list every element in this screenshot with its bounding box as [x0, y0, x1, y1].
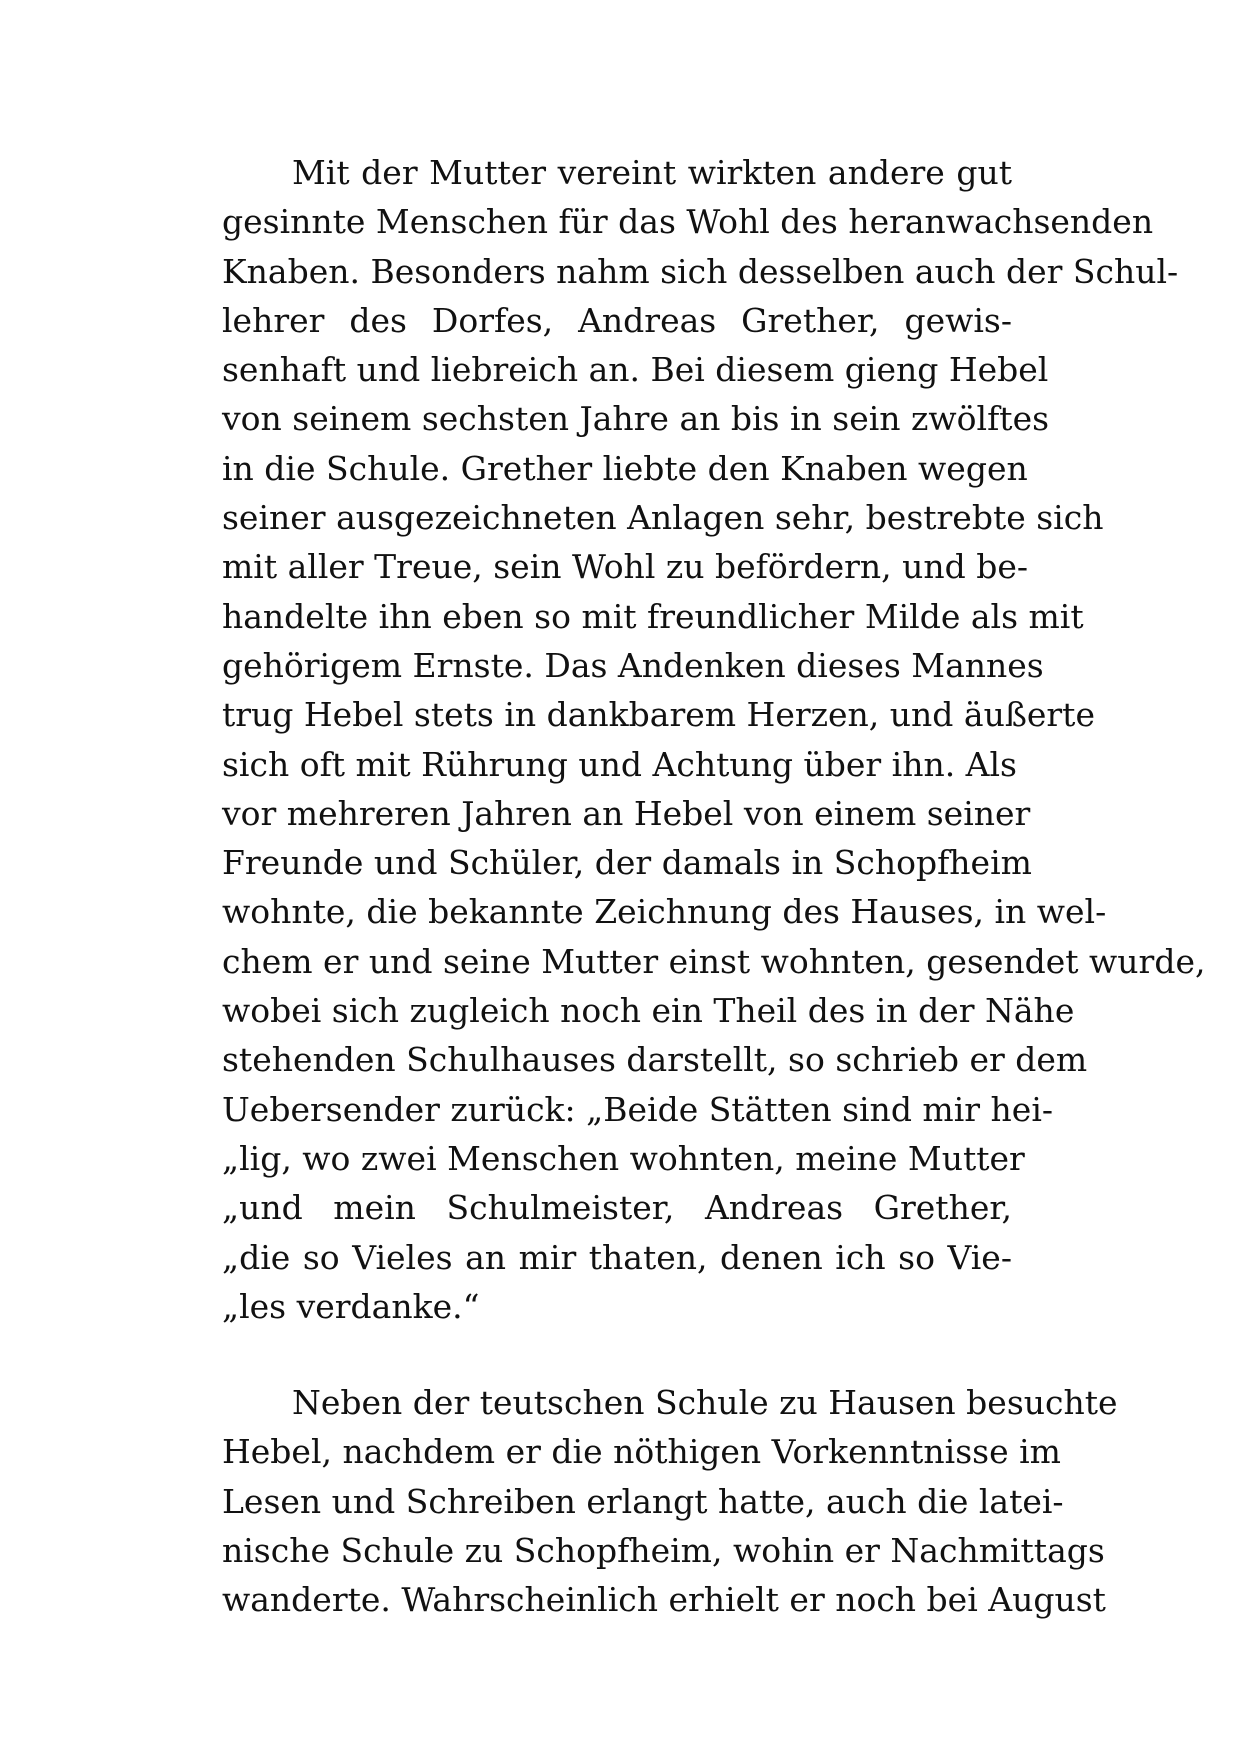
- text-line: Uebersender zurück: „Beide Stätten sind mir hei-: [222, 1089, 1054, 1129]
- text-line: trug Hebel stets in dankbarem Herzen, und äußerte: [222, 695, 1095, 735]
- text-line: gesinnte Menschen für das Wohl des heranwachsenden: [222, 202, 1154, 242]
- text-line: handelte ihn eben so mit freundlicher Milde als mit: [222, 596, 1084, 636]
- text-line: vor mehreren Jahren an Hebel von einem seiner: [222, 793, 1031, 833]
- text-line: „lig, wo zwei Menschen wohnten, meine Mutter: [222, 1138, 1025, 1178]
- paragraph-2: [222, 1378, 1118, 1624]
- text-line: stehenden Schulhauses darstellt, so schrieb er dem: [222, 1040, 1088, 1080]
- text-line: Freunde und Schüler, der damals in Schopfheim: [222, 843, 1032, 883]
- text-line: Lesen und Schreiben erlangt hatte, auch die latei-: [222, 1481, 1064, 1521]
- text-line: wobei sich zugleich noch ein Theil des in der Nähe: [222, 991, 1075, 1031]
- text-line: „die so Vieles an mir thaten, denen ich so Vie-: [222, 1237, 1012, 1277]
- text-line: mit aller Treue, sein Wohl zu befördern, und be-: [222, 547, 1029, 587]
- text-line: gehörigem Ernste. Das Andenken dieses Mannes: [222, 645, 1044, 685]
- text-line: sich oft mit Rührung und Achtung über ihn. Als: [222, 744, 1017, 784]
- text-line: „les verdanke.“: [222, 1286, 480, 1326]
- text-line: wohnte, die bekannte Zeichnung des Hauses, in wel-: [222, 892, 1107, 932]
- text-line: seiner ausgezeichneten Anlagen sehr, bestrebte sich: [222, 498, 1104, 538]
- text-line: Neben der teutschen Schule zu Hausen besuchte: [292, 1383, 1118, 1422]
- text-line: Knaben. Besonders nahm sich desselben auch der Schul-: [222, 251, 1179, 291]
- paragraph-1: [222, 148, 1206, 1331]
- text-line: senhaft und liebreich an. Bei diesem gieng Hebel: [222, 350, 1049, 390]
- text-line: lehrer des Dorfes, Andreas Grether, gewis-: [222, 300, 1012, 340]
- text-line: Mit der Mutter vereint wirkten andere gut: [292, 153, 1012, 192]
- text-line: nische Schule zu Schopfheim, wohin er Nachmittags: [222, 1530, 1105, 1570]
- text-line: „und mein Schulmeister, Andreas Grether,: [222, 1188, 1012, 1228]
- text-line: chem er und seine Mutter einst wohnten, gesendet wurde,: [222, 941, 1206, 981]
- text-line: von seinem sechsten Jahre an bis in sein zwölftes: [222, 399, 1050, 439]
- text-line: wanderte. Wahrscheinlich erhielt er noch bei August: [222, 1580, 1106, 1620]
- text-line: Hebel, nachdem er die nöthigen Vorkenntnisse im: [222, 1432, 1061, 1472]
- text-line: in die Schule. Grether liebte den Knaben wegen: [222, 448, 1028, 488]
